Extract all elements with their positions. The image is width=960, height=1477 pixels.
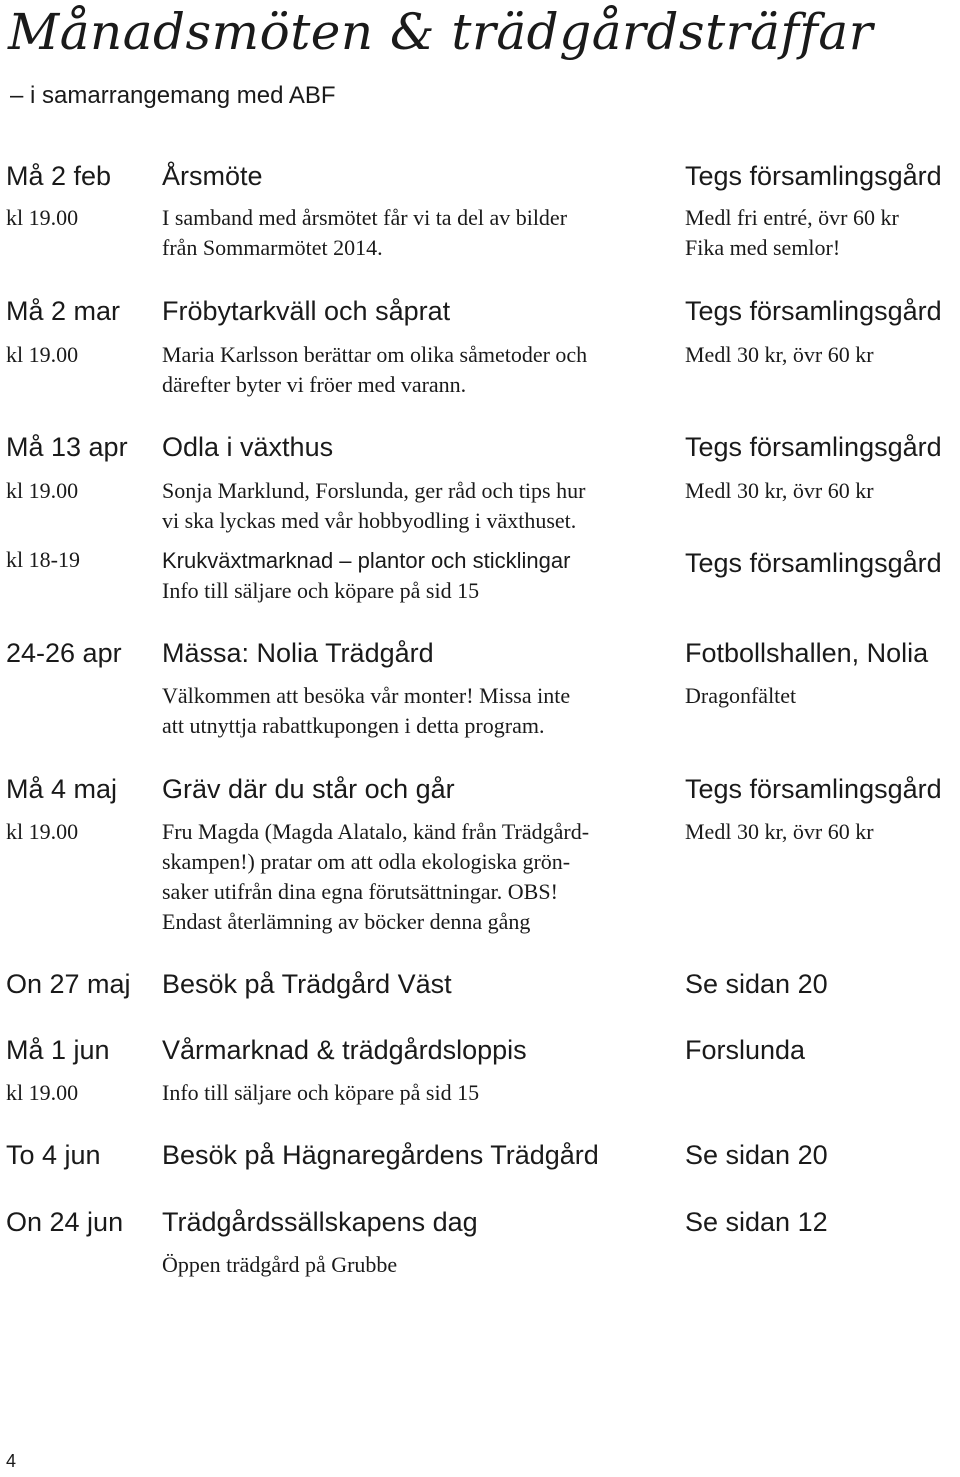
event-place: Se sidan 12 bbox=[685, 1207, 828, 1237]
event-place: Fotbollshallen, Nolia bbox=[685, 638, 929, 668]
event-date: On 27 maj bbox=[6, 969, 131, 999]
event-place-detail: Dragonfältet bbox=[685, 683, 797, 708]
page-number: 4 bbox=[6, 1451, 17, 1471]
event-name: Besök på Trädgård Väst bbox=[162, 969, 452, 999]
event-date: Må 1 jun bbox=[6, 1035, 110, 1065]
event-date: Må 2 mar bbox=[6, 296, 121, 326]
event-extra-time: kl 18-19 bbox=[6, 547, 80, 572]
event-price: Medl 30 kr, övr 60 kr bbox=[685, 342, 874, 367]
event-description: Info till säljare och köpare på sid 15 bbox=[162, 1080, 480, 1105]
event-description: Fru Magda (Magda Alatalo, känd från Trädgård- skampen!) pratar om att odla ekologiska grön- saker utifrån dina egna förutsättningar. OBS! Endast återlämning av böcker denna gång bbox=[162, 819, 590, 934]
event-time: kl 19.00 bbox=[6, 1080, 79, 1105]
event-time: kl 19.00 bbox=[6, 205, 79, 230]
event-place: Tegs församlingsgård bbox=[685, 432, 942, 462]
event-date: Må 13 apr bbox=[6, 432, 128, 462]
event-place: Tegs församlingsgård bbox=[685, 161, 942, 191]
event-place: Forslunda bbox=[685, 1035, 806, 1065]
event-description: Maria Karlsson berättar om olika såmetoder och därefter byter vi fröer med varann. bbox=[162, 342, 588, 397]
event-place: Tegs församlingsgård bbox=[685, 296, 942, 326]
event-place: Tegs församlingsgård bbox=[685, 774, 942, 804]
event-time: kl 19.00 bbox=[6, 819, 79, 844]
event-name: Vårmarknad & trädgårdsloppis bbox=[162, 1035, 527, 1065]
event-description: Sonja Marklund, Forslunda, ger råd och tips hur vi ska lyckas med vår hobbyodling i växthuset. bbox=[162, 478, 586, 533]
event-name: Odla i växthus bbox=[162, 432, 334, 462]
event-place: Se sidan 20 bbox=[685, 1140, 828, 1170]
event-name: Gräv där du står och går bbox=[162, 774, 455, 804]
event-extra-name: Krukväxtmarknad – plantor och sticklingar bbox=[162, 548, 571, 573]
event-name: Mässa: Nolia Trädgård bbox=[162, 638, 434, 668]
event-price: Medl fri entré, övr 60 kr Fika med semlor! bbox=[685, 205, 899, 260]
event-date: Må 2 feb bbox=[6, 161, 112, 191]
event-time: kl 19.00 bbox=[6, 478, 79, 503]
page-title: Månadsmöten & trädgårdsträffar bbox=[8, 3, 874, 61]
event-name: Fröbytarkväll och såprat bbox=[162, 296, 451, 326]
event-name: Trädgårdssällskapens dag bbox=[162, 1207, 478, 1237]
event-date: 24-26 apr bbox=[6, 638, 122, 668]
event-price: Medl 30 kr, övr 60 kr bbox=[685, 819, 874, 844]
event-time: kl 19.00 bbox=[6, 342, 79, 367]
event-name: Besök på Hägnaregårdens Trädgård bbox=[162, 1140, 599, 1170]
event-description: Välkommen att besöka vår monter! Missa inte att utnyttja rabattkupongen i detta program. bbox=[162, 683, 571, 738]
event-extra-info: Info till säljare och köpare på sid 15 bbox=[162, 578, 480, 603]
event-name: Årsmöte bbox=[162, 161, 263, 191]
event-extra-place: Tegs församlingsgård bbox=[685, 548, 942, 578]
event-price: Medl 30 kr, övr 60 kr bbox=[685, 478, 874, 503]
event-place: Se sidan 20 bbox=[685, 969, 828, 999]
event-date: Må 4 maj bbox=[6, 774, 118, 804]
event-description: Öppen trädgård på Grubbe bbox=[162, 1252, 398, 1277]
event-date: On 24 jun bbox=[6, 1207, 124, 1237]
event-date: To 4 jun bbox=[6, 1140, 101, 1170]
event-description: I samband med årsmötet får vi ta del av bilder från Sommarmötet 2014. bbox=[162, 205, 568, 260]
page-subtitle: – i samarrangemang med ABF bbox=[10, 82, 336, 109]
